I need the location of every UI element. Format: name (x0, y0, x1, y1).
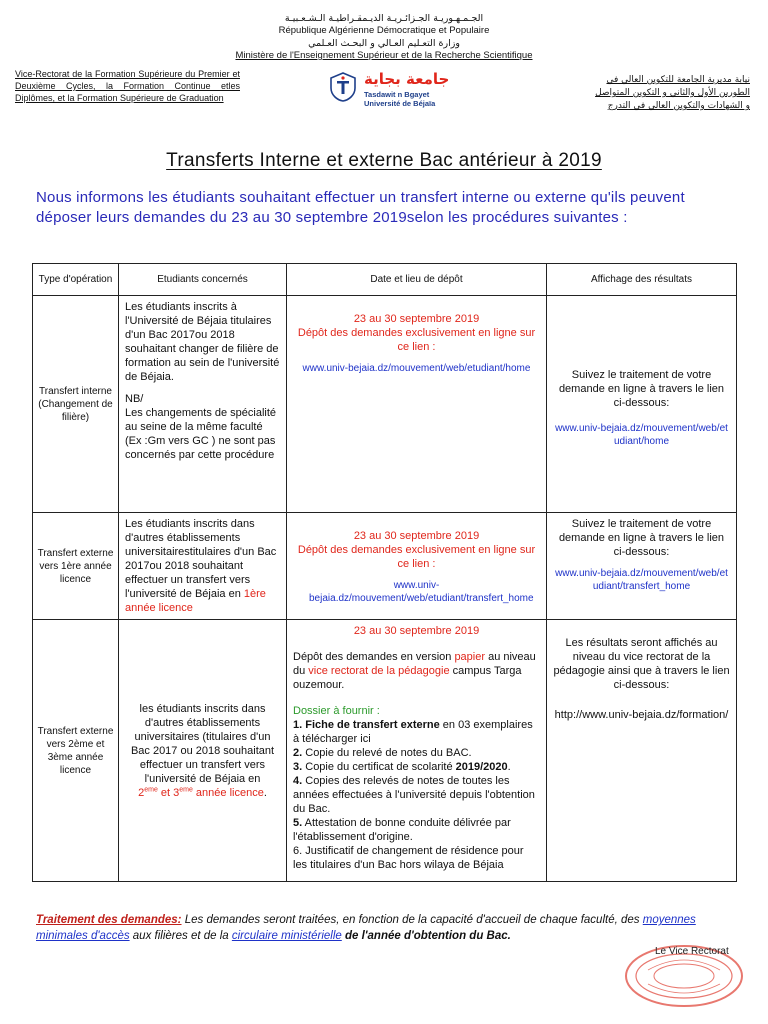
row1-type: Transfert interne (Changement de filière) (33, 296, 119, 513)
row3-students: les étudiants inscrits dans d'autres établissements universitaires (titulaires d'un Bac 2017 ou 2018 souhaitant effectuer un transfert vers l'université de Béjaia en 2eme et 3eme année licence. (119, 620, 287, 882)
intro-text: Nous informons les étudiants souhaitant effectuer un transfert interne ou externe qu'ils peuvent déposer leurs demandes du 23 au 30 septembre 2019selon les procédures suivantes : (36, 189, 685, 226)
row2-results: Suivez le traitement de votre demande en ligne à travers le lien ci-dessous: www.univ-bejaia.dz/mouvement/web/etudiant/transfert_home (547, 513, 737, 620)
document-item-1: 1. Fiche de transfert externe en 03 exemplaires à télécharger ici (293, 719, 533, 745)
table-row (33, 296, 737, 513)
university-logo (330, 70, 450, 108)
document-item-5: 5. Attestation de bonne conduite délivrée par l'établissement d'origine. (293, 817, 511, 843)
row1-students: Les étudiants inscrits à l'Université de Béjaia titulaires d'un Bac 2017ou 2018 souhaitant changer de filière de formation au sein de l'université de Béjaia. NB/ Les changements de spécialité au seine de la même faculté (Ex :Gm vers GC ) ne sont pas concernés par cette procédure (119, 296, 287, 513)
header-students: Etudiants concernés (119, 264, 287, 296)
republic-arabic: الجـمـهـوريـة الجـزائـريـة الديـمقـراطيـة الـشـعـبيـة (284, 13, 484, 24)
logo-berber-name: Tasdawit n Bgayet (364, 90, 430, 99)
official-header (0, 12, 768, 62)
ministry-arabic: وزارة التعـليم العـالي و البحـث العـلمي (308, 38, 460, 49)
table-row (33, 620, 737, 882)
logo-arabic-name: جامعة بجاية (364, 70, 450, 88)
row1-date: 23 au 30 septembre 2019 Dépôt des demandes exclusivement en ligne sur ce lien : www.univ-bejaia.dz/mouvement/web/etudiant/home (287, 296, 547, 513)
table-row (33, 513, 737, 620)
table-header-row (33, 264, 737, 296)
document-item-4: 4. Copies des relevés de notes de toutes les années effectuées à l'université depuis l'obtention du Bac. (293, 775, 535, 815)
transfers-table (32, 263, 737, 882)
minimum-averages-link[interactable]: moyennes minimales d'accès (36, 914, 696, 942)
vice-rectorat-arabic: نيابة مديرية الجامعة للتكوين العالي في الطورين الأول والثاني و التكوين المتواصل و الشهادات والتكوين العالي في التدرج (595, 75, 750, 111)
row1-results-link[interactable]: www.univ-bejaia.dz/mouvement/web/etudiant/home (555, 423, 728, 447)
logo-french-name: Université de Béjaïa (364, 99, 436, 108)
document-item-2: 2. Copie du relevé de notes du BAC. (293, 747, 472, 759)
row3-results: Les résultats seront affichés au niveau du vice rectorat de la pédagogie ainsi que à travers le lien ci-dessous: http://www.univ-bejaia.dz/formation/ (547, 620, 737, 882)
header-results: Affichage des résultats (547, 264, 737, 296)
row3-date: 23 au 30 septembre 2019 Dépôt des demandes en version papier au niveau du vice rectorat de la pédagogie campus Targa ouzemour. Dossier à fournir : 1. Fiche de transfert externe en 03 exemplaires à télécharger ici 2. Copie du relevé de notes du BAC. 3. Copie du certificat de scolarité 2019/2020. 4. Copies des relevés de notes de toutes les années effectuées à l'université depuis l'obtention du Bac. 5. Attestation de bonne conduite délivrée par l'établissement d'origine. 6. Justificatif de changement de résidence pour les titulaires d'un Bac hors wilaya de Béjaia (287, 620, 547, 882)
row2-submission-link[interactable]: www.univ-bejaia.dz/mouvement/web/etudiant/transfert_home (309, 580, 534, 604)
processing-note: Traitement des demandes: Les demandes seront traitées, en fonction de la capacité d'accueil de chaque faculté, des moyennes minimales d'accès aux filières et de la circulaire ministérielle de l'année d'obtention du Bac. (36, 914, 696, 942)
row1-submission-link[interactable]: www.univ-bejaia.dz/mouvement/web/etudiant/home (302, 363, 531, 374)
university-emblem-icon (330, 72, 356, 102)
document-item-3: 3. Copie du certificat de scolarité 2019/2020. (293, 761, 511, 773)
page-title: Transferts Interne et externe Bac antérieur à 2019 (166, 150, 602, 171)
document-item-6: 6. Justificatif de changement de résidence pour les titulaires d'un Bac hors wilaya de Béjaia (293, 845, 524, 871)
signature-label: Le Vice Rectorat (655, 946, 729, 957)
documents-heading: Dossier à fournir : (293, 705, 380, 717)
header-date: Date et lieu de dépôt (287, 264, 547, 296)
row2-date: 23 au 30 septembre 2019 Dépôt des demandes exclusivement en ligne sur ce lien : www.univ-bejaia.dz/mouvement/web/etudiant/transfert_home (287, 513, 547, 620)
ministry-french: Ministère de l'Enseignement Supérieur et de la Recherche Scientifique (235, 50, 533, 61)
row2-type: Transfert externe vers 1ère année licence (33, 513, 119, 620)
header-type: Type d'opération (33, 264, 119, 296)
ministerial-circular-link[interactable]: circulaire ministérielle (231, 930, 342, 942)
row1-results: Suivez le traitement de votre demande en ligne à travers le lien ci-dessous: www.univ-bejaia.dz/mouvement/web/etudiant/home (547, 296, 737, 513)
row3-type: Transfert externe vers 2ème et 3ème année licence (33, 620, 119, 882)
row3-results-link[interactable]: http://www.univ-bejaia.dz/formation/ (554, 709, 729, 721)
row2-results-link[interactable]: www.univ-bejaia.dz/mouvement/web/etudiant/transfert_home (555, 568, 728, 592)
republic-french: République Algérienne Démocratique et Populaire (278, 25, 490, 36)
row2-students: Les étudiants inscrits dans d'autres établissements universitairestitulaires d'un Bac 2017ou 2018 souhaitant effectuer un transfert vers l'université de Béjaia en 1ère année licence (119, 513, 287, 620)
vice-rectorat-french: Vice-Rectorat de la Formation Supérieure du Premier et Deuxième Cycles, la Formation Continue etles Diplômes, et la Formation Supérieure de Graduation (15, 69, 240, 103)
